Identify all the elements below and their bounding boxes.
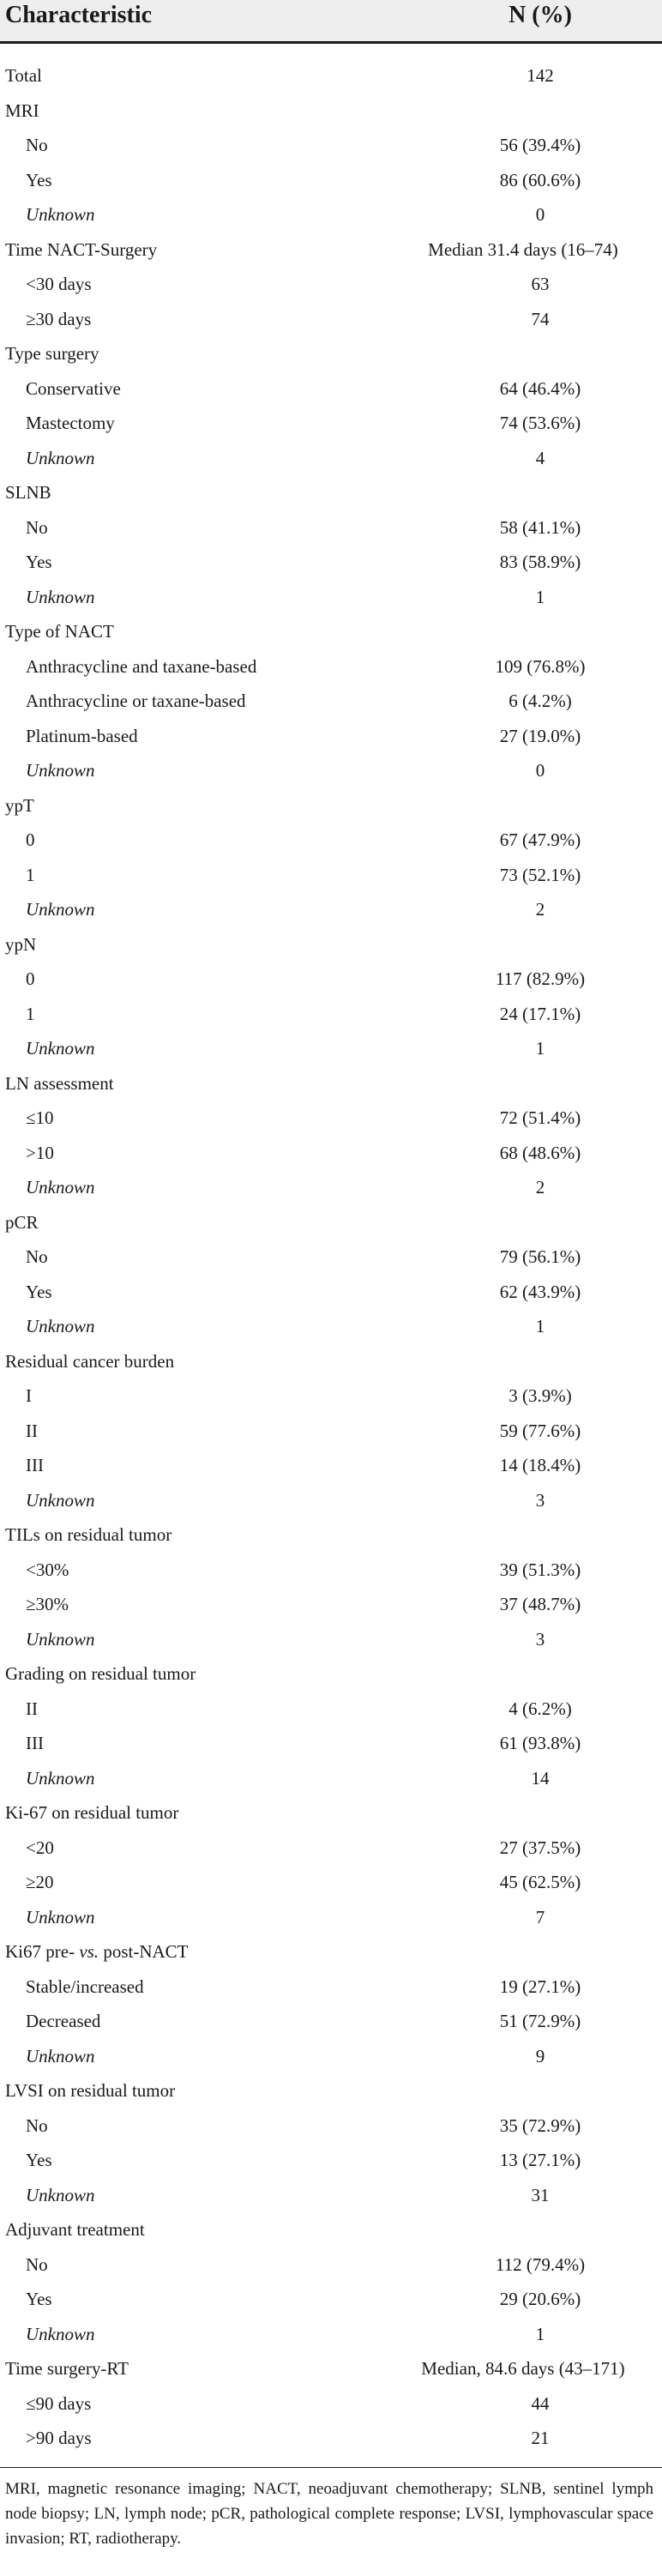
- row-value: 1: [535, 1316, 545, 1336]
- table-row: [0, 1414, 662, 1449]
- table-row: [0, 1692, 662, 1727]
- row-label: Unknown: [26, 2045, 95, 2066]
- row-label: No: [26, 135, 48, 155]
- row-value: 21: [531, 2428, 550, 2448]
- row-label: Unknown: [26, 1177, 95, 1198]
- table-row: [0, 2282, 662, 2317]
- table-header: [0, 0, 662, 41]
- category-label: Ki-67 on residual tumor: [5, 1802, 179, 1823]
- row-label: II: [26, 1420, 38, 1441]
- row-value: 86 (60.6%): [499, 169, 581, 190]
- row-label: Yes: [26, 2150, 52, 2170]
- table-row: [0, 406, 662, 441]
- row-value: Median 31.4 days (16–74): [428, 238, 618, 260]
- row-value: 63: [531, 274, 550, 294]
- row-label: Unknown: [26, 2323, 95, 2344]
- category-label: Type of NACT: [5, 621, 114, 642]
- table-row: [0, 649, 662, 685]
- row-value: 72 (51.4%): [499, 1107, 581, 1128]
- header-characteristic: Characteristic: [5, 2, 153, 28]
- row-label: 1: [26, 1003, 35, 1024]
- row-label: No: [26, 2114, 48, 2136]
- table-row: [0, 719, 662, 754]
- footer-rule: [0, 2467, 662, 2468]
- row-label: 1: [26, 864, 35, 885]
- row-label: Unknown: [26, 899, 95, 920]
- row-value: 27 (37.5%): [499, 1837, 581, 1858]
- header-n-percent: N (%): [509, 2, 572, 28]
- row-label: ≤90 days: [26, 2392, 92, 2414]
- table-row: [0, 580, 662, 615]
- table-row: [0, 1483, 662, 1518]
- table-row: [0, 997, 662, 1032]
- row-value: 67 (47.9%): [499, 830, 581, 850]
- category-label: Total: [5, 65, 42, 86]
- category-row: [0, 1344, 662, 1379]
- table-row: [0, 2386, 662, 2422]
- category-row: [0, 58, 662, 94]
- table-row: [0, 302, 662, 337]
- table-row: [0, 1622, 662, 1657]
- row-value: 14: [531, 1767, 550, 1789]
- category-label: LVSI on residual tumor: [5, 2080, 176, 2101]
- row-label: Unknown: [26, 1628, 95, 1650]
- category-row: [0, 1656, 662, 1692]
- table-row: [0, 1170, 662, 1205]
- row-label: III: [26, 1455, 44, 1475]
- table-footnote: MRI, magnetic resonance imaging; NACT, neoadjuvant chemotherapy; SLNB, sentinel lymph node biopsy; LN, lymph node; pCR, pathological complete response; LVSI, lymphovascular space invasion; RT, radiotherapy.: [5, 2480, 653, 2548]
- row-value: 109 (76.8%): [495, 655, 586, 677]
- row-label: Yes: [26, 1281, 52, 1302]
- table-row: [0, 441, 662, 476]
- category-label: ypT: [5, 794, 34, 816]
- row-label: Anthracycline and taxane-based: [26, 655, 257, 677]
- row-label: No: [26, 516, 48, 538]
- row-label: <30%: [26, 1559, 69, 1580]
- row-label: Unknown: [26, 204, 95, 225]
- table-row: [0, 1553, 662, 1588]
- table-row: [0, 823, 662, 858]
- row-value: 2: [535, 1177, 545, 1198]
- row-label: ≥30%: [26, 1594, 69, 1614]
- table-row: [0, 684, 662, 719]
- row-value: 58 (41.1%): [499, 516, 581, 538]
- category-row: [0, 2212, 662, 2247]
- row-label: Unknown: [26, 1316, 95, 1336]
- row-value: 13 (27.1%): [499, 2150, 581, 2170]
- row-value: 1: [535, 1038, 545, 1059]
- row-label: Unknown: [26, 1489, 95, 1511]
- category-row: [0, 336, 662, 371]
- row-label: Anthracycline or taxane-based: [26, 691, 246, 711]
- row-value: 24 (17.1%): [499, 1003, 581, 1024]
- row-value: 83 (58.9%): [499, 552, 581, 572]
- row-label: Platinum-based: [26, 725, 138, 746]
- row-value: 73 (52.1%): [499, 864, 581, 885]
- row-value: 62 (43.9%): [499, 1281, 581, 1302]
- row-label: Unknown: [26, 1767, 95, 1789]
- row-value: Median, 84.6 days (43–171): [421, 2358, 625, 2379]
- category-label: pCR: [5, 1211, 39, 1233]
- table-row: [0, 2039, 662, 2074]
- row-value: 79 (56.1%): [499, 1246, 581, 1267]
- table-row: [0, 163, 662, 198]
- table-row: [0, 1136, 662, 1171]
- category-row: [0, 1934, 662, 1970]
- row-value: 19 (27.1%): [499, 1976, 581, 1997]
- row-label: <20: [26, 1837, 54, 1858]
- row-value: 39 (51.3%): [499, 1559, 581, 1580]
- row-label: Stable/increased: [26, 1976, 144, 1997]
- row-label: Unknown: [26, 1906, 95, 1927]
- row-label: III: [26, 1733, 44, 1753]
- category-label: Time NACT-Surgery: [5, 238, 158, 260]
- row-value: 117 (82.9%): [495, 968, 586, 989]
- row-label: <30 days: [26, 274, 92, 294]
- row-value: 1: [535, 2323, 545, 2344]
- row-value: 74: [531, 308, 550, 329]
- row-label: Yes: [26, 2289, 52, 2309]
- row-value: 68 (48.6%): [499, 1142, 581, 1163]
- table-row: [0, 197, 662, 232]
- table-row: [0, 371, 662, 407]
- category-row: [0, 1066, 662, 1101]
- row-label: I: [26, 1385, 32, 1406]
- category-label: Ki67 pre- vs. post-NACT: [5, 1941, 189, 1962]
- row-value: 51 (72.9%): [499, 2011, 581, 2031]
- table-row: [0, 2108, 662, 2144]
- category-row: [0, 232, 662, 268]
- row-label: >10: [26, 1142, 54, 1163]
- row-value: 35 (72.9%): [499, 2114, 581, 2136]
- table-row: [0, 2004, 662, 2039]
- table-row: [0, 1865, 662, 1900]
- table-row: [0, 1587, 662, 1622]
- category-row: [0, 614, 662, 649]
- row-label: 0: [26, 968, 35, 989]
- category-label: MRI: [5, 100, 39, 121]
- row-label: Unknown: [26, 586, 95, 607]
- row-value: 3: [535, 1489, 545, 1511]
- row-value: 74 (53.6%): [499, 413, 581, 433]
- row-label: II: [26, 1698, 38, 1719]
- category-row: [0, 2351, 662, 2386]
- table-row: [0, 1831, 662, 1866]
- category-label: Residual cancer burden: [5, 1350, 175, 1372]
- table-row: [0, 892, 662, 927]
- table-row: [0, 1101, 662, 1136]
- table-row: [0, 2317, 662, 2352]
- row-value: 6 (4.2%): [509, 691, 572, 711]
- category-row: [0, 1517, 662, 1553]
- row-value: 61 (93.8%): [499, 1733, 581, 1753]
- table-row: [0, 1726, 662, 1761]
- table-row: [0, 267, 662, 302]
- table-row: [0, 2143, 662, 2178]
- table-row: [0, 1275, 662, 1310]
- category-row: [0, 475, 662, 510]
- row-value: 3: [535, 1628, 545, 1650]
- row-value: 2: [535, 899, 545, 920]
- row-value: 0: [535, 204, 545, 225]
- row-value: 0: [535, 760, 545, 781]
- row-label: No: [26, 2253, 48, 2275]
- row-label: Yes: [26, 169, 52, 190]
- table-row: [0, 753, 662, 788]
- category-label: SLNB: [5, 482, 51, 503]
- row-label: 0: [26, 830, 35, 850]
- row-value: 56 (39.4%): [499, 135, 581, 155]
- category-label: Grading on residual tumor: [5, 1663, 196, 1684]
- table-row: [0, 1240, 662, 1275]
- row-value: 44: [531, 2392, 550, 2414]
- row-value: 142: [527, 65, 554, 86]
- table-row: [0, 962, 662, 997]
- row-label: ≤10: [26, 1107, 54, 1128]
- category-label: Time surgery-RT: [5, 2358, 129, 2379]
- category-label: Adjuvant treatment: [5, 2219, 145, 2240]
- category-label: ypN: [5, 933, 37, 955]
- row-label: Unknown: [26, 447, 95, 468]
- table-row: [0, 2421, 662, 2456]
- category-row: [0, 94, 662, 129]
- row-value: 14 (18.4%): [499, 1455, 581, 1475]
- table-row: [0, 128, 662, 163]
- table-row: [0, 1761, 662, 1796]
- table-body: [0, 58, 662, 2456]
- row-label: Mastectomy: [26, 413, 115, 433]
- row-label: Decreased: [26, 2011, 101, 2031]
- row-value: 1: [535, 586, 545, 607]
- row-label: No: [26, 1246, 48, 1267]
- row-label: Unknown: [26, 760, 95, 781]
- table-row: [0, 1378, 662, 1414]
- category-row: [0, 788, 662, 823]
- category-label: LN assessment: [5, 1072, 114, 1094]
- table-row: [0, 1970, 662, 2005]
- header-rule: [0, 41, 662, 44]
- row-value: 31: [531, 2184, 550, 2205]
- row-value: 29 (20.6%): [499, 2289, 581, 2309]
- table-row: [0, 2247, 662, 2283]
- row-value: 37 (48.7%): [499, 1594, 581, 1614]
- row-value: 45 (62.5%): [499, 1872, 581, 1892]
- row-value: 59 (77.6%): [499, 1420, 581, 1441]
- table-row: [0, 1448, 662, 1483]
- row-label: Unknown: [26, 2184, 95, 2205]
- row-label: >90 days: [26, 2428, 92, 2448]
- row-value: 4 (6.2%): [509, 1698, 572, 1719]
- row-value: 64 (46.4%): [499, 377, 581, 399]
- category-row: [0, 927, 662, 962]
- category-row: [0, 1795, 662, 1831]
- table-row: [0, 1900, 662, 1935]
- row-label: Conservative: [26, 377, 121, 399]
- row-value: 4: [535, 447, 545, 468]
- row-value: 3 (3.9%): [509, 1385, 572, 1406]
- row-value: 7: [535, 1906, 545, 1927]
- row-label: ≥30 days: [26, 308, 92, 329]
- row-label: Unknown: [26, 1038, 95, 1059]
- row-value: 27 (19.0%): [499, 725, 581, 746]
- row-label: Yes: [26, 552, 52, 572]
- table-row: [0, 510, 662, 546]
- category-row: [0, 2073, 662, 2108]
- table-row: [0, 545, 662, 580]
- category-row: [0, 1205, 662, 1240]
- table-row: [0, 858, 662, 893]
- table-row: [0, 2178, 662, 2213]
- table-row: [0, 1309, 662, 1344]
- table-row: [0, 1031, 662, 1066]
- row-value: 9: [535, 2045, 545, 2066]
- category-label: Type surgery: [5, 343, 99, 364]
- category-label: TILs on residual tumor: [5, 1524, 172, 1545]
- row-label: ≥20: [26, 1872, 54, 1892]
- row-value: 112 (79.4%): [495, 2253, 586, 2275]
